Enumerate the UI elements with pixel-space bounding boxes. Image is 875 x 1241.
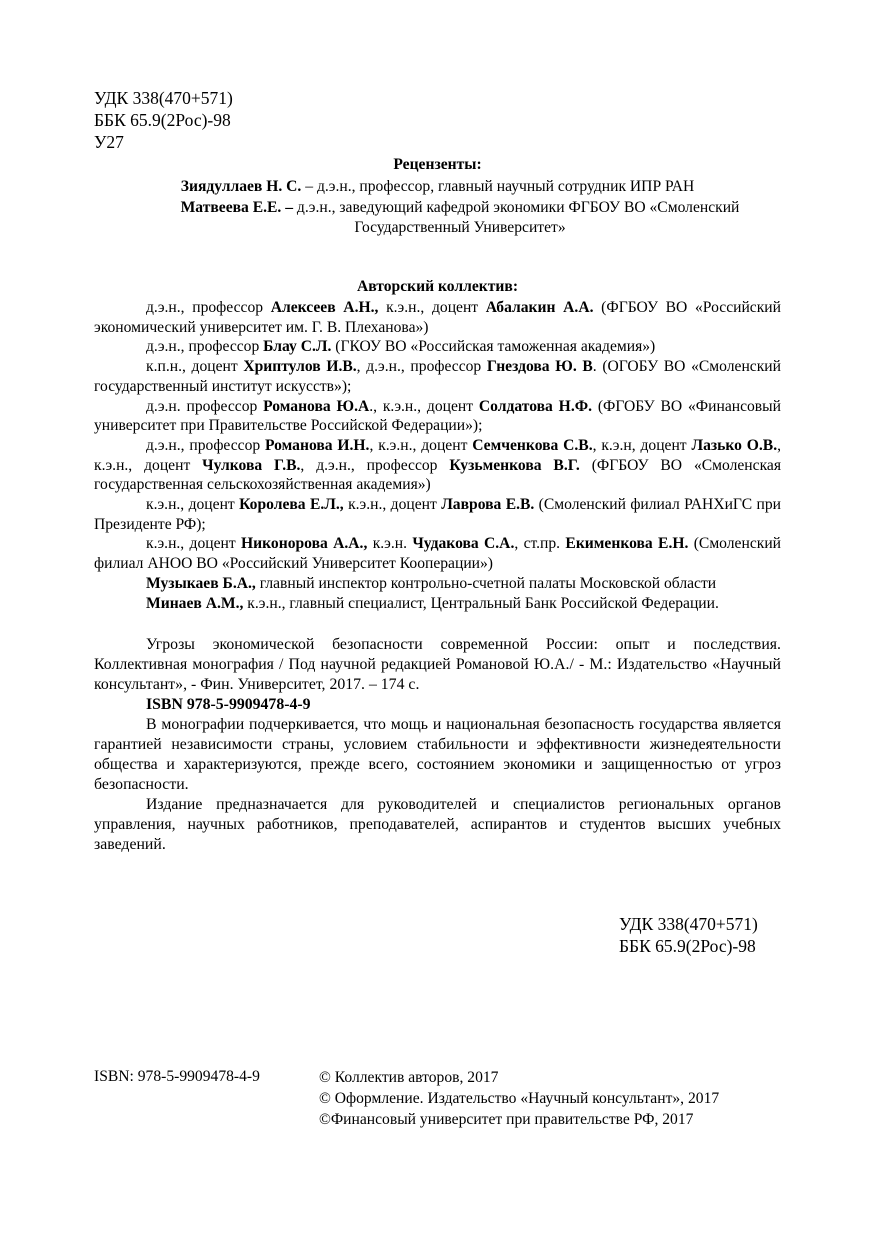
author-text: , д.э.н., профессор [300, 456, 450, 474]
author-name: Абалакин А.А. [485, 299, 594, 316]
author-text: к.э.н., доцент [378, 299, 486, 316]
reviewer-2-name: Матвеева Е.Е. – [180, 199, 294, 216]
author-affiliation: (ФГБОУ ВО «Российский экономический университет им. Г. В. Плеханова») [94, 299, 781, 336]
author-affiliation: главный инспектор контрольно-счетной палаты Московской области [255, 574, 717, 592]
author-text: к.п.н., доцент [146, 358, 244, 376]
reviewer-2 [140, 198, 780, 237]
author-name: Лазько О.В. [691, 436, 778, 454]
reviewer-1-name: Зиядуллаев Н. С. [180, 178, 302, 195]
author-text: , ст.пр. [514, 535, 566, 553]
classification-codes-bottom [619, 913, 758, 957]
author-name: Хриптулов И.В. [243, 358, 357, 376]
author-text: , д.э.н., профессор [356, 358, 487, 376]
author-group [94, 495, 781, 534]
author-affiliation: (ФГОБУ ВО «Финансовый университет при Правительстве Российской Федерации»); [94, 397, 781, 435]
copyright-line: © Оформление. Издательство «Научный консультант», 2017 [319, 1090, 720, 1107]
author-text: , к.э.н., доцент [369, 436, 473, 454]
footer-isbn: ISBN: 978-5-9909478-4-9 [94, 1068, 260, 1085]
author-name: Алексеев А.Н., [270, 299, 379, 316]
bbk-code: ББК 65.9(2Рос)-98 [619, 936, 756, 956]
author-name: Гнездова Ю. В [486, 358, 593, 376]
author-group [94, 298, 781, 337]
copyright-block [319, 1067, 719, 1130]
author-affiliation: (ГКОУ ВО «Российская таможенная академия») [331, 338, 656, 356]
reviewer-1 [0, 177, 875, 197]
copyright-line: ©Финансовый университет при правительстве РФ, 2017 [319, 1111, 694, 1128]
author-affiliation: (ФГБОУ ВО «Смоленская государственная сельскохозяйственная академия») [94, 456, 782, 494]
author-text: д.э.н., профессор [146, 299, 271, 316]
author-group [94, 357, 781, 396]
classification-codes-top [94, 87, 233, 153]
author-affiliation: (Смоленский филиал АНОО ВО «Российский Университет Кооперации») [94, 535, 782, 573]
author-name: Чудакова С.А. [412, 535, 515, 553]
author-name: Королева Е.Л., [239, 496, 344, 514]
authors-heading: Авторский коллектив: [356, 278, 519, 295]
author-text: , к.э.н, доцент [592, 436, 692, 454]
abstract: В монографии подчеркивается, что мощь и национальная безопасность государства является гарантией независимости страны, условием стабильности и эффективности жизнедеятельности общества и характеризуются, прежде всего, состоянием экономики и защищенностью от угроз безопасности. [94, 716, 781, 793]
copyright-line: © Коллектив авторов, 2017 [319, 1069, 499, 1086]
author-group [94, 337, 781, 357]
udk-code: УДК 338(470+571) [94, 88, 233, 108]
authors-list [94, 298, 781, 613]
author-name: Минаев А.М., [146, 594, 244, 612]
author-name: Чулкова Г.В. [202, 456, 301, 474]
author-text: к.э.н., доцент [343, 496, 442, 514]
udk-code: УДК 338(470+571) [619, 914, 758, 934]
author-group [94, 574, 781, 594]
author-group [94, 534, 781, 573]
author-name: Романова И.Н. [265, 436, 370, 454]
reviewers-heading: Рецензенты: [393, 156, 482, 173]
author-affiliation: (Смоленский филиал РАНХиГС при Президенте РФ); [94, 496, 781, 533]
author-group [94, 436, 781, 495]
author-affiliation: . (ОГОБУ ВО «Смоленский государственный институт искусств»); [94, 358, 781, 395]
author-text: ., к.э.н., доцент [369, 397, 479, 415]
author-name: Романова Ю.А [263, 397, 370, 415]
author-name: Никонорова А.А., [241, 535, 368, 553]
book-description [94, 635, 781, 855]
author-text: к.э.н., доцент [146, 496, 240, 514]
author-name: Екименкова Е.Н. [565, 535, 689, 553]
author-name: Музыкаев Б.А., [146, 574, 256, 592]
author-group [94, 594, 781, 614]
author-group [94, 397, 781, 436]
author-affiliation: к.э.н., главный специалист, Центральный Банк Российской Федерации. [243, 594, 719, 612]
author-sign: У27 [94, 132, 124, 152]
author-text: к.э.н., доцент [146, 535, 242, 553]
author-name: Семченкова С.В. [472, 436, 593, 454]
author-text: д.э.н., профессор [146, 338, 264, 356]
bbk-code: ББК 65.9(2Рос)-98 [94, 110, 231, 130]
author-name: Лаврова Е.В. [441, 496, 535, 514]
author-name: Блау С.Л. [263, 338, 332, 356]
audience-note: Издание предназначается для руководителей и специалистов региональных органов управления, научных работников, преподавателей, аспирантов и студентов высших учебных заведений. [94, 796, 781, 853]
author-text: д.э.н., профессор [146, 436, 266, 454]
reviewer-2-affiliation: д.э.н., заведующий кафедрой экономики ФГБОУ ВО «Смоленский Государственный Университет» [293, 199, 740, 236]
reviewer-1-affiliation: – д.э.н., профессор, главный научный сотрудник ИПР РАН [301, 178, 695, 195]
bibliographic-citation: Угрозы экономической безопасности современной России: опыт и последствия. Коллективная монография / Под научной редакцией Романовой Ю.А./ - М.: Издательство «Научный консультант», - Фин. Университет, 2017. – 174 с. [94, 636, 781, 693]
author-text: д.э.н. профессор [146, 397, 264, 415]
isbn-bold: ISBN 978-5-9909478-4-9 [146, 696, 311, 713]
author-name: Солдатова Н.Ф. [478, 397, 593, 415]
author-text: , к.э.н., доцент [94, 436, 782, 474]
author-name: Кузьменкова В.Г. [449, 456, 580, 474]
author-text: к.э.н. [367, 535, 413, 553]
